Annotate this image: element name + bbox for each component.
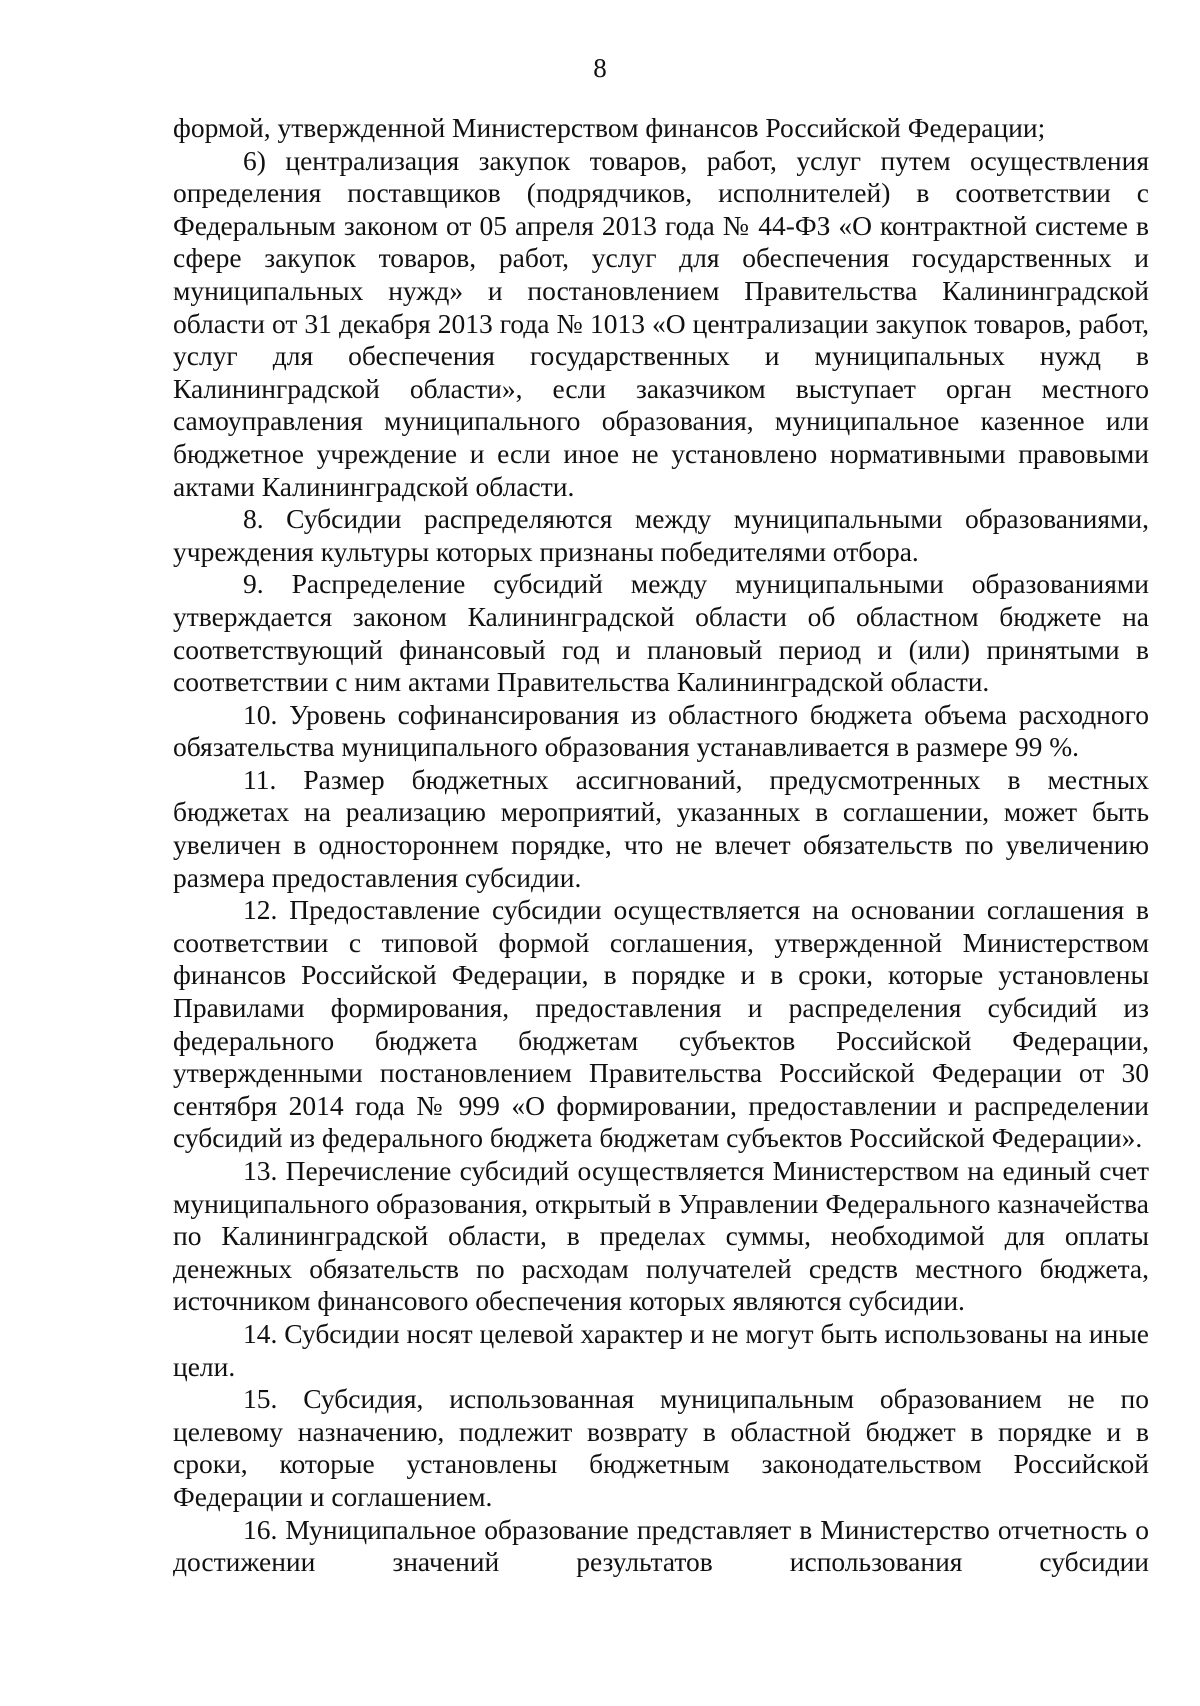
page-number: 8 <box>593 53 607 83</box>
paragraph: 13. Перечисление субсидий осуществляется Министерством на единый счет муниципального образования, открытый в Управлении Федерального казначейства по Калининградской области, в пределах суммы, необходимой для оплаты денежных обязательств по расходам получателей средств местного бюджета, источником финансового обеспечения которых являются субсидии. <box>173 1155 1149 1317</box>
paragraph: 9. Распределение субсидий между муниципальными образованиями утверждается законом Калининградской области об областном бюджете на соответствующий финансовый год и плановый период и (или) принятыми в соответствии с ним актами Правительства Калининградской области. <box>173 568 1149 698</box>
document-body <box>173 112 1149 1579</box>
paragraph: 14. Субсидии носят целевой характер и не могут быть использованы на иные цели. <box>173 1317 1149 1382</box>
paragraph: 10. Уровень софинансирования из областного бюджета объема расходного обязательства муниципального образования устанавливается в размере 99 %. <box>173 698 1149 763</box>
paragraph: 12. Предоставление субсидии осуществляется на основании соглашения в соответствии с типовой формой соглашения, утвержденной Министерством финансов Российской Федерации, в порядке и в сроки, которые установлены Правилами формирования, предоставления и распределения субсидий из федерального бюджета бюджетам субъектов Российской Федерации, утвержденными постановлением Правительства Российской Федерации от 30 сентября 2014 года № 999 «О формировании, предоставлении и распределении субсидий из федерального бюджета бюджетам субъектов Российской Федерации». <box>173 894 1149 1154</box>
paragraph: 16. Муниципальное образование представляет в Министерство отчетность о достижении значений результатов использования субсидии <box>173 1513 1149 1578</box>
paragraph: формой, утвержденной Министерством финансов Российской Федерации; <box>173 112 1046 143</box>
paragraph: 15. Субсидия, использованная муниципальным образованием не по целевому назначению, подлежит возврату в областной бюджет в порядке и в сроки, которые установлены бюджетным законодательством Российской Федерации и соглашением. <box>173 1383 1149 1512</box>
paragraph: 6) централизация закупок товаров, работ, услуг путем осуществления определения поставщиков (подрядчиков, исполнителей) в соответствии с Федеральным законом от 05 апреля 2013 года № 44-ФЗ «О контрактной системе в сфере закупок товаров, работ, услуг для обеспечения государственных и муниципальных нужд» и постановлением Правительства Калининградской области от 31 декабря 2013 года № 1013 «О централизации закупок товаров, работ, услуг для обеспечения государственных и муниципальных нужд в Калининградской области», если заказчиком выступает орган местного самоуправления муниципального образования, муниципальное казенное или бюджетное учреждение и если иное не установлено нормативными правовыми актами Калининградской области. <box>173 144 1149 502</box>
paragraph: 11. Размер бюджетных ассигнований, предусмотренных в местных бюджетах на реализацию мероприятий, указанных в соглашении, может быть увеличен в одностороннем порядке, что не влечет обязательств по увеличению размера предоставления субсидии. <box>173 763 1149 893</box>
paragraph: 8. Субсидии распределяются между муниципальными образованиями, учреждения культуры которых признаны победителями отбора. <box>173 503 1149 567</box>
